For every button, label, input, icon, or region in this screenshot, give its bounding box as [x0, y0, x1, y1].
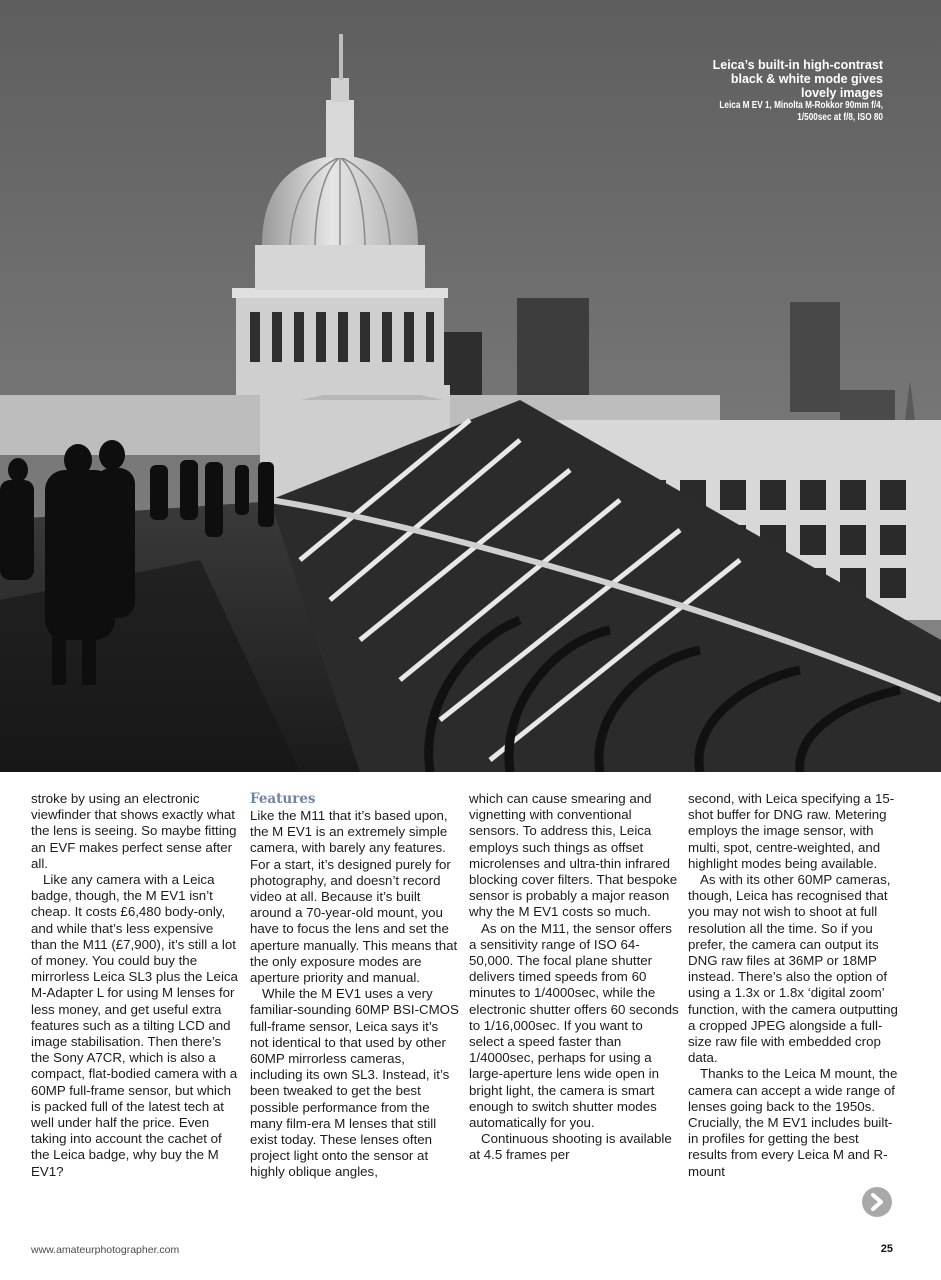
paragraph: Thanks to the Leica M mount, the camera can accept a wide range of lenses going back to the 1950s. Crucially, the M EV1 includes built-in profiles for getting the best results from every Leica M and R-mount — [688, 1066, 898, 1179]
paragraph: While the M EV1 uses a very familiar-sounding 60MP BSI-CMOS full-frame sensor, Leica says it’s not identical to that used by other 60MP mirrorless cameras, including its own SL3. Instead, it’s been tweaked to get the best possible performance from the many film-era M lenses that still exist today. These lenses often project light onto the sensor at highly oblique angles, — [250, 986, 459, 1180]
article-column-4 — [688, 791, 900, 1180]
paragraph: stroke by using an electronic viewfinder that shows exactly what the lens is seeing. So maybe fitting an EVF makes perfect sense after all. — [31, 791, 237, 871]
photo-caption — [623, 58, 883, 124]
caption-title — [623, 58, 883, 100]
caption-meta — [670, 100, 883, 124]
article-column-2 — [250, 791, 460, 1181]
paragraph: Like any camera with a Leica badge, though, the M EV1 isn’t cheap. It costs £6,480 body-only, and while that’s less expensive than the M11 (£7,900), it’s still a lot of money. You could buy the mirrorless Leica SL3 plus the Leica M-Adapter L for using M lenses for less money, and get useful extra features such as a tilting LCD and image stabilisation. Then there’s the Sony A7CR, which is also a compact, flat-bodied camera with a 60MP full-frame sensor, but which is packed full of the latest tech at well under half the price. Even taking into account the cachet of the Leica badge, why buy the M EV1? — [31, 872, 238, 1179]
article-column-1 — [31, 791, 241, 1180]
continue-arrow-icon — [862, 1187, 892, 1217]
caption-title-line: lovely images — [801, 86, 883, 100]
caption-meta-line: 1/500sec at f/8, ISO 80 — [797, 112, 883, 123]
caption-title-line: black & white mode gives — [730, 72, 883, 86]
page-number: 25 — [880, 1243, 893, 1255]
paragraph: Like the M11 that it’s based upon, the M EV1 is an extremely simple camera, with barely any features. For a start, it’s designed purely for photography, and doesn’t record video at all. Because it’s built around a 70-year-old mount, you have to focus the lens and set the aperture manually. This means that the only exposure modes are aperture priority and manual. — [250, 808, 458, 986]
caption-meta-line: Leica M EV 1, Minolta M-Rokkor 90mm f/4, — [719, 100, 883, 111]
article-column-3 — [469, 791, 679, 1164]
caption-title-line: Leica’s built-in high-contrast — [712, 58, 883, 72]
section-heading: Features — [250, 791, 316, 807]
paragraph: Continuous shooting is available at 4.5 frames per — [469, 1131, 672, 1163]
paragraph: second, with Leica specifying a 15-shot buffer for DNG raw. Metering employs the image sensor, with multi, spot, centre-weighted, and highlight modes being available. — [688, 791, 895, 871]
paragraph: As with its other 60MP cameras, though, Leica has recognised that you may not wish to shoot at full resolution all the time. So if you prefer, the camera can output its DNG raw files at 36MP or 18MP instead. There’s also the option of using a 1.3x or 1.8x ‘digital zoom’ function, with the camera outputting a cropped JPEG alongside a full-size raw file with embedded crop data. — [688, 872, 898, 1066]
paragraph: As on the M11, the sensor offers a sensitivity range of ISO 64-50,000. The focal plane shutter delivers timed speeds from 60 minutes to 1/4000sec, while the electronic shutter offers 60 seconds to 1/16,000sec. If you want to select a speed faster than 1/4000sec, perhaps for using a large-aperture lens wide open in bright light, the camera is smart enough to switch shutter modes automatically for you. — [469, 920, 679, 1131]
paragraph: which can cause smearing and vignetting with conventional sensors. To address this, Leica employs such things as offset microlenses and ultra-thin infrared blocking cover filters. That bespoke sensor is probably a major reason why the M EV1 costs so much. — [469, 791, 678, 920]
footer-website: www.amateurphotographer.com — [31, 1244, 180, 1256]
